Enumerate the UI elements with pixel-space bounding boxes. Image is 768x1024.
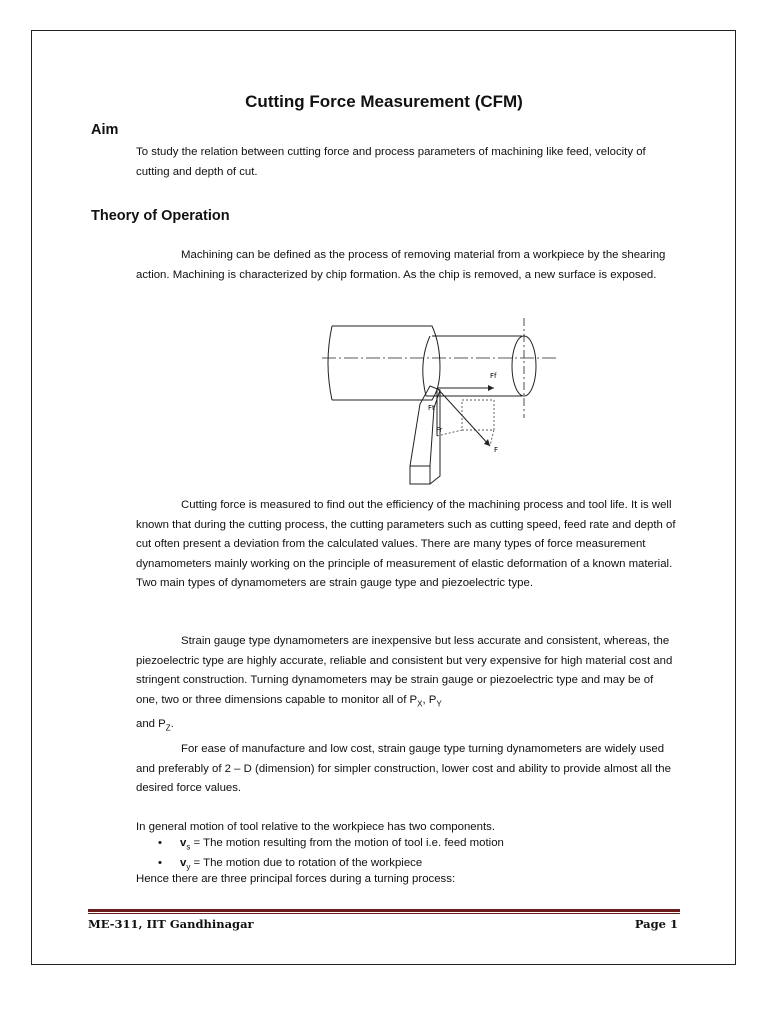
turning-force-diagram: [322, 318, 556, 490]
px-subscript: X: [417, 698, 423, 708]
footer-page-number: Page 1: [634, 917, 678, 931]
page-title: Cutting Force Measurement (CFM): [245, 92, 523, 111]
bullet-vy-text: = The motion due to rotation of the workpiece: [190, 857, 423, 870]
theory-paragraph-3: [136, 632, 676, 738]
footer-course: ME-311, IIT Gandhinagar: [88, 917, 254, 931]
bullet-vy-sub: y: [186, 862, 191, 872]
workpiece-left-edge: [328, 326, 332, 400]
footer-rule-thick: [88, 909, 680, 912]
workpiece-large-cylinder: [332, 326, 440, 400]
pz-subscript: Z: [165, 723, 171, 733]
label-fr: Fr: [436, 426, 443, 434]
bullet-dot: •: [158, 837, 162, 849]
label-ft: Ft: [428, 404, 435, 412]
theory-paragraph-6: Hence there are three principal forces during a turning process:: [136, 873, 456, 885]
bullet-dot: •: [158, 857, 162, 870]
bullet-vs-sub: s: [186, 842, 191, 852]
theory-paragraph-4: [136, 740, 676, 799]
py-subscript: Y: [436, 698, 442, 708]
label-ff: Ff: [490, 372, 497, 380]
theory-paragraph-3-text: Strain gauge type dynamometers are inexpensive but less accurate and consistent, whereas, the piezoelectric type are highly accurate, reliable and consistent but very expensive for high material cost and stringent construction. Turning dynamometers may be strain gauge or piezoelectric type and may be of one, two or three dimensions capable to monitor all of P: [136, 635, 673, 706]
theory-heading: Theory of Operation: [91, 208, 230, 224]
aim-heading: Aim: [91, 122, 119, 138]
theory-paragraph-2-text: Cutting force is measured to find out the efficiency of the machining process and tool life. It is well known that during the cutting process, the cutting parameters such as cutting speed, feed rate and depth of cut often present a deviation from the calculated values. There are many types of force measurement dynamometers mainly working on the principle of measurement of elastic deformation of a known material. Two main types of dynamometers are strain gauge type and piezoelectric type.: [136, 499, 676, 589]
force-box: [462, 400, 494, 430]
theory-paragraph-2: [136, 496, 676, 594]
end-dot: .: [170, 718, 174, 731]
aim-text: To study the relation between cutting force and process parameters of machining like feed, velocity of cutting and depth of cut.: [136, 146, 646, 178]
label-f: F: [494, 446, 499, 454]
theory-paragraph-4-text: For ease of manufacture and low cost, strain gauge type turning dynamometers are widely used and preferably of 2 – D (dimension) for simpler construction, lower cost and ability to provide almost all the desired force values.: [136, 743, 671, 794]
bullet-item-vs: [136, 835, 676, 855]
cutting-tool-base: [410, 466, 430, 484]
theory-paragraph-1: [136, 246, 676, 285]
footer-rule-thin: [88, 913, 680, 914]
bullet-vs-text: = The motion resulting from the motion of tool i.e. feed motion: [190, 837, 504, 849]
theory-paragraph-5: In general motion of tool relative to the workpiece has two components.: [136, 821, 496, 833]
force-box-link-2: [490, 430, 494, 446]
and-text: and P: [136, 718, 166, 731]
bullet-vs-label: v: [180, 837, 187, 849]
bullet-vy-label: v: [180, 857, 187, 870]
sep-1: , P: [422, 693, 437, 706]
force-f-line: [437, 388, 490, 446]
theory-paragraph-1-text: Machining can be defined as the process of removing material from a workpiece by the shearing action. Machining is characterized by chip formation. As the chip is removed, a new surface is exposed.: [136, 249, 666, 281]
force-ff-arrow: [488, 385, 494, 391]
